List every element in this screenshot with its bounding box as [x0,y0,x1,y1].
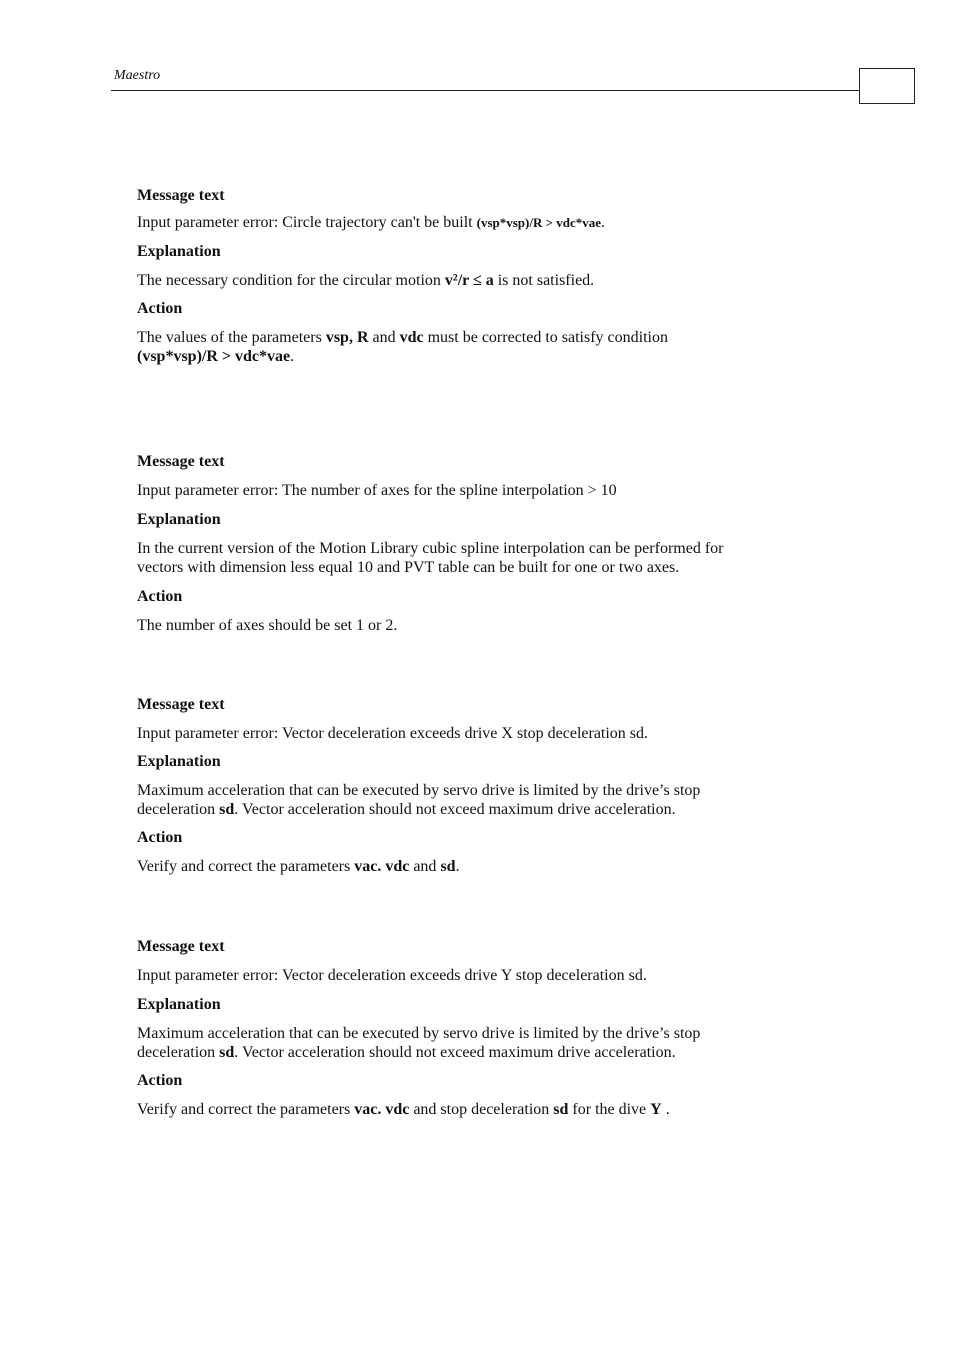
message-text: Input parameter error: Vector deceleration exceeds drive X stop deceleration sd. [137,725,649,742]
action-label: Action [137,300,183,317]
running-header-title: Maestro [114,68,161,83]
explanation-text: Maximum acceleration that can be executed by servo drive is limited by the drive’s stop deceleration sd. Vector acceleration should not exceed maximum drive acceleration. [137,782,701,818]
error-section-3 [137,695,827,876]
page-number-box [859,68,915,104]
explanation-label: Explanation [137,753,221,770]
explanation-label: Explanation [137,996,221,1013]
message-label: Message text [137,453,225,470]
explanation-text: In the current version of the Motion Library cubic spline interpolation can be performed for vectors with dimension less equal 10 and PVT table can be built for one or two axes. [137,540,724,576]
explanation-text: Maximum acceleration that can be executed by servo drive is limited by the drive’s stop deceleration sd. Vector acceleration should not exceed maximum drive acceleration. [137,1025,701,1061]
message-text: Input parameter error: Circle trajectory can't be built (vsp*vsp)/R > vdc*vae. [137,214,606,231]
error-section-2 [137,452,827,635]
action-text: Verify and correct the parameters vac. vdc and stop deceleration sd for the dive Y . [137,1101,670,1118]
action-text: The number of axes should be set 1 or 2. [137,617,398,634]
message-text: Input parameter error: Vector deceleration exceeds drive Y stop deceleration sd. [137,967,647,984]
error-section-4 [137,937,827,1119]
explanation-text: The necessary condition for the circular motion v²/r ≤ a is not satisfied. [137,272,595,289]
explanation-label: Explanation [137,243,221,260]
header-rule [111,90,859,91]
message-label: Message text [137,696,225,713]
action-label: Action [137,829,183,846]
action-label: Action [137,1072,183,1089]
action-text: Verify and correct the parameters vac. vdc and sd. [137,858,460,875]
action-label: Action [137,588,183,605]
message-text: Input parameter error: The number of axes for the spline interpolation > 10 [137,482,617,499]
message-label: Message text [137,187,225,204]
error-section-1 [137,186,827,366]
action-text: The values of the parameters vsp, R and vdc must be corrected to satisfy condition (vsp*vsp)/R > vdc*vae. [137,329,668,365]
message-label: Message text [137,938,225,955]
explanation-label: Explanation [137,511,221,528]
